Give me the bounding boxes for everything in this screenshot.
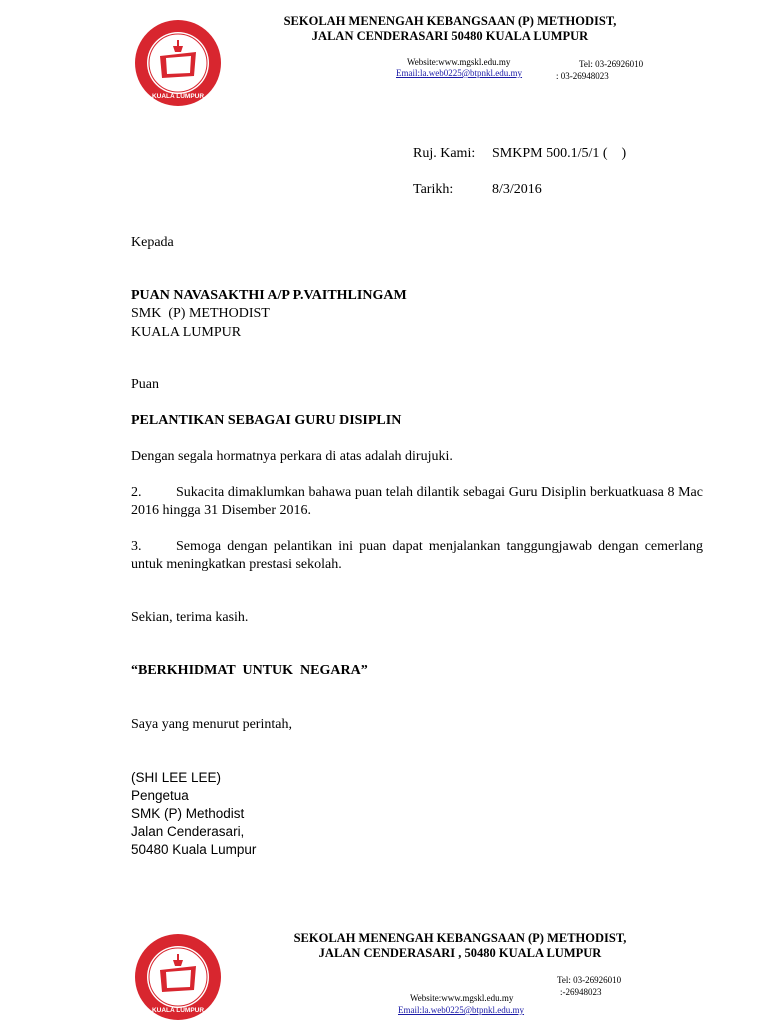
ref-value: SMKPM 500.1/5/1 ( ) <box>492 146 627 161</box>
closing: Sekian, terima kasih. <box>131 610 249 625</box>
kepada: Kepada <box>131 235 174 250</box>
footer-school-name <box>250 931 670 961</box>
recipient-school: SMK (P) METHODIST <box>131 306 270 321</box>
signatory-name: (SHI LEE LEE) <box>131 770 222 785</box>
signatory-school: SMK (P) Methodist <box>131 806 245 821</box>
footer-website: Website:www.mgskl.edu.my <box>410 993 514 1003</box>
paragraph-2-number: 2. <box>131 485 142 500</box>
svg-text:KUALA LUMPUR: KUALA LUMPUR <box>151 1007 205 1014</box>
paragraph-3 <box>131 538 703 574</box>
header-website: Website:www.mgskl.edu.my <box>407 57 511 67</box>
footer-school-crest-logo <box>133 932 223 1022</box>
recipient-city: KUALA LUMPUR <box>131 325 242 340</box>
paragraph-2-text: Sukacita dimaklumkan bahawa puan telah dilantik sebagai Guru Disiplin berkuatkuasa 8 Mac 2016 hingga 31 Disember 2016. <box>131 485 703 518</box>
signatory-city: 50480 Kuala Lumpur <box>131 842 257 857</box>
subject: PELANTIKAN SEBAGAI GURU DISIPLIN <box>131 413 402 428</box>
motto: “BERKHIDMAT UNTUK NEGARA” <box>131 663 368 678</box>
salutation: Puan <box>131 377 159 392</box>
footer-fax: :-26948023 <box>560 987 602 997</box>
header-fax: : 03-26948023 <box>556 71 609 81</box>
footer-school-line1: SEKOLAH MENENGAH KEBANGSAAN (P) METHODIST, <box>293 931 627 945</box>
paragraph-3-text: Semoga dengan pelantikan ini puan dapat menjalankan tanggungjawab dengan cemerlang untuk meningkatkan prestasi sekolah. <box>131 539 703 572</box>
paragraph-1: Dengan segala hormatnya perkara di atas adalah dirujuki. <box>131 449 453 464</box>
header-tel: Tel: 03-26926010 <box>579 59 644 69</box>
school-crest-logo <box>133 18 223 108</box>
header-email-link[interactable]: Email:la.web0225@btpnkl.edu.my <box>396 68 523 78</box>
signatory-street: Jalan Cenderasari, <box>131 824 245 839</box>
footer-tel: Tel: 03-26926010 <box>557 975 622 985</box>
obedient-line: Saya yang menurut perintah, <box>131 717 292 732</box>
paragraph-2 <box>131 484 703 520</box>
svg-text:KUALA LUMPUR: KUALA LUMPUR <box>151 93 205 100</box>
signature-block <box>131 769 256 859</box>
ref-label: Ruj. Kami: <box>413 146 476 161</box>
header-school-line1: SEKOLAH MENENGAH KEBANGSAAN (P) METHODIST, <box>283 14 617 28</box>
date-value: 8/3/2016 <box>492 182 542 197</box>
header-school-line2: JALAN CENDERASARI 50480 KUALA LUMPUR <box>311 29 589 43</box>
header-school-name <box>240 14 660 44</box>
date-label: Tarikh: <box>413 182 454 197</box>
footer-email-link[interactable]: Email:la.web0225@btpnkl.edu.my <box>398 1005 525 1015</box>
paragraph-3-number: 3. <box>131 539 142 554</box>
footer-school-line2: JALAN CENDERASARI , 50480 KUALA LUMPUR <box>318 946 602 960</box>
signatory-title: Pengetua <box>131 788 189 803</box>
recipient-name: PUAN NAVASAKTHI A/P P.VAITHLINGAM <box>131 288 407 303</box>
